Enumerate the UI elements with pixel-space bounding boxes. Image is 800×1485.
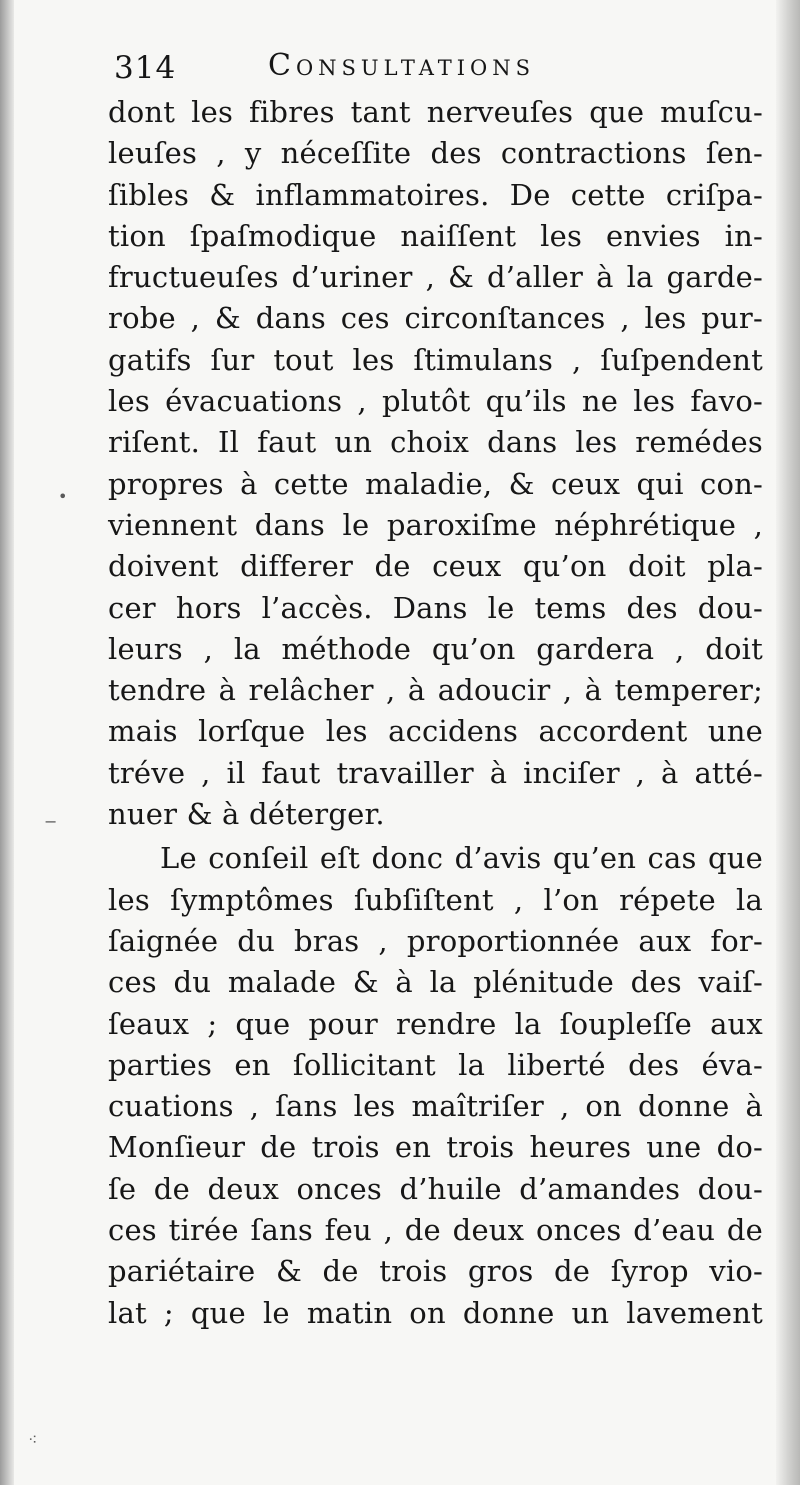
text-line: ſibles & inflammatoires. De cette criſpa- [108, 177, 763, 212]
text-line: ſe de deux onces d’huile d’amandes dou- [108, 1171, 763, 1206]
page-edge-shadow [776, 0, 800, 1485]
text-line: ces tirée ſans feu , de deux onces d’eau de [108, 1213, 763, 1248]
text-line: lat ; que le matin on donne un lavement [108, 1295, 763, 1330]
text-line: ſeaux ; que pour rendre la ſoupleſſe aux [108, 1006, 763, 1041]
text-line: les évacuations , plutôt qu’ils ne les favo- [108, 384, 763, 419]
text-line: riſent. Il faut un choix dans les remédes [108, 425, 763, 460]
text-line: tion ſpaſmodique naiſſent les envies in- [108, 218, 763, 253]
margin-mark: − [44, 812, 58, 831]
text-line: fructueuſes d’uriner , & d’aller à la garde- [108, 260, 763, 295]
page-number: 314 [114, 50, 177, 86]
margin-mark: • [58, 487, 68, 506]
paragraph [108, 92, 763, 835]
text-line: ſaignée du bras , proportionnée aux for- [108, 923, 763, 958]
running-title: Consultations [268, 48, 536, 83]
text-line: mais lorſque les accidens accordent une [108, 714, 763, 749]
body-text [108, 92, 763, 1334]
text-line: les ſymptômes ſubſiſtent , l’on répete la [108, 882, 763, 917]
text-line: dont les fibres tant nerveuſes que muſcu- [108, 95, 763, 129]
text-line: cer hors l’accès. Dans le tems des dou- [108, 590, 763, 625]
text-line: Monſieur de trois en trois heures une do- [108, 1130, 763, 1165]
paragraph [108, 838, 763, 1334]
text-line: pariétaire & de trois gros de ſyrop vio- [108, 1254, 763, 1289]
page-gutter-shadow [0, 0, 14, 1485]
text-line: propres à cette maladie, & ceux qui con- [108, 466, 763, 501]
text-line: cuations , ſans les maîtriſer , on donne à [108, 1089, 763, 1124]
text-line: viennent dans le paroxiſme néphrétique , [108, 507, 763, 542]
text-line: tréve , il faut travailler à inciſer , à atté- [108, 755, 763, 790]
text-line: parties en ſollicitant la liberté des éva- [108, 1047, 763, 1082]
text-line: gatifs ſur tout les ſtimulans , ſuſpendent [108, 342, 763, 377]
margin-mark: ⁖ [28, 1430, 38, 1449]
text-line: tendre à relâcher , à adoucir , à temperer; [108, 673, 763, 708]
text-line: Le conſeil eſt donc d’avis qu’en cas que [160, 841, 763, 876]
text-line: nuer & à déterger. [108, 797, 385, 832]
text-line: ces du malade & à la plénitude des vaiſ- [108, 965, 763, 1000]
text-line: leuſes , y néceſſite des contractions ſen- [108, 136, 763, 171]
text-line: leurs , la méthode qu’on gardera , doit [108, 631, 763, 666]
text-line: robe , & dans ces circonſtances , les pur- [108, 301, 763, 336]
text-line: doivent differer de ceux qu’on doit pla- [108, 549, 763, 584]
